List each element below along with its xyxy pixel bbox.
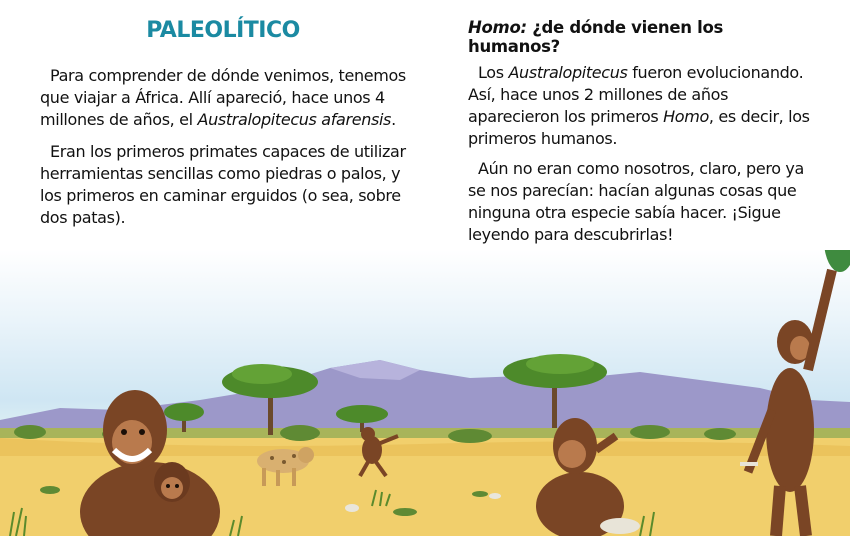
section-heading: Homo: ¿de dónde vienen los humanos?	[468, 18, 724, 56]
paragraph-intro: Para comprender de dónde venimos, tenemos que viajar a África. Allí apareció, hace unos 4 millones de años, el Australopitecus afarensis.	[40, 66, 406, 129]
right-column	[468, 18, 818, 254]
paragraph-keep-reading: Aún no eran como nosotros, claro, pero ya se nos parecían: hacían algunas cosas que ninguna otra especie sabía hacer. ¡Sigue leyendo para descubrirlas!	[468, 159, 804, 244]
left-column	[40, 18, 420, 239]
savanna-illustration	[0, 250, 850, 536]
paragraph-homo: Los Australopitecus fueron evolucionando. Así, hace unos 2 millones de años aparecieron los primeros Homo, es decir, los primeros humanos.	[468, 63, 810, 148]
page-title: PALEOLÍTICO	[146, 18, 300, 43]
paragraph-primates: Eran los primeros primates capaces de utilizar herramientas sencillas como piedras o palos, y los primeros en caminar erguidos (o sea, sobre dos patas).	[40, 142, 406, 227]
